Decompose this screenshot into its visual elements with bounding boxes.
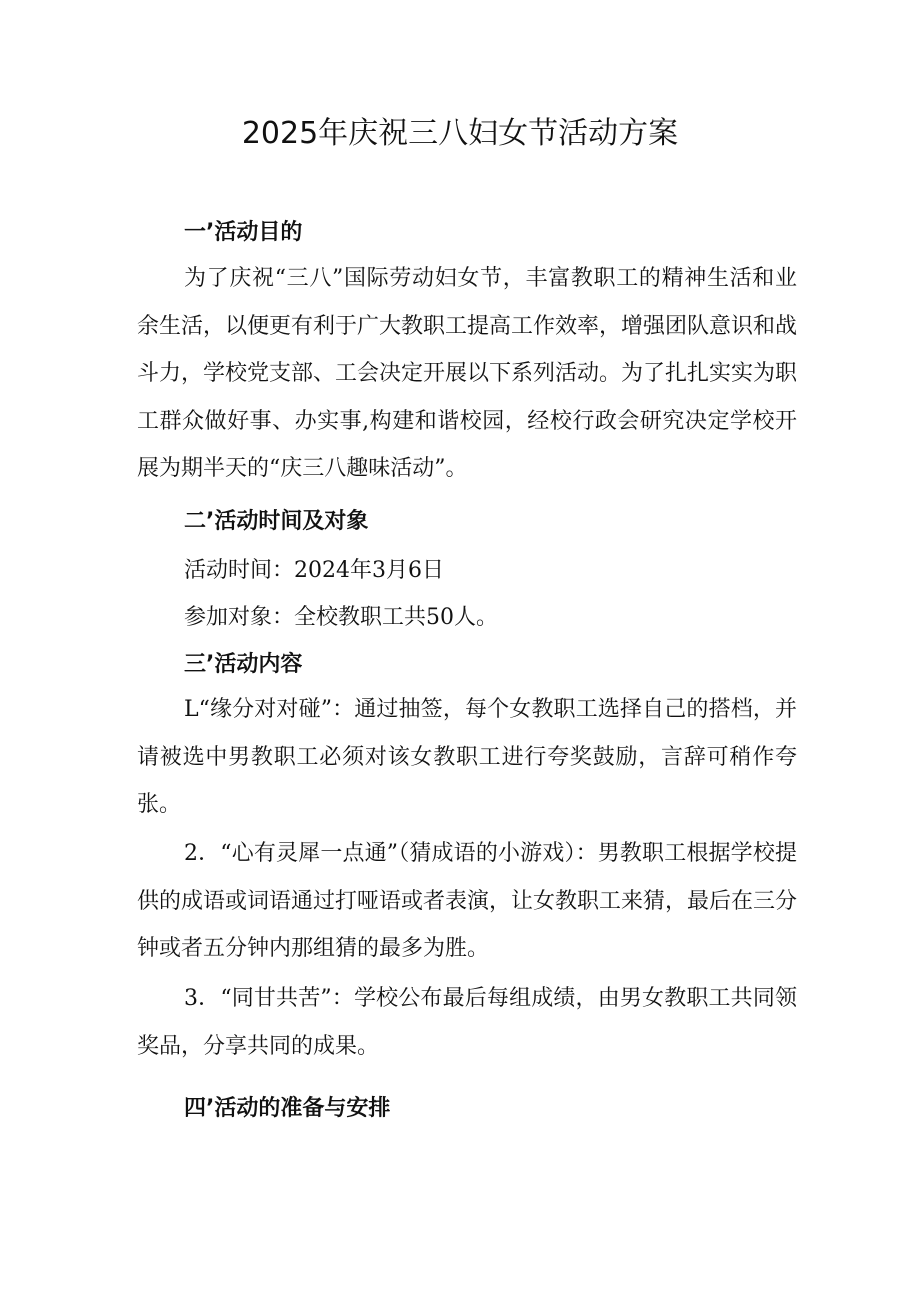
activity-item-3: 3．“同甘共苦”：学校公布最后每组成绩，由男女教职工共同领奖品，分享共同的成果。 <box>137 986 797 1059</box>
purpose-paragraph: 为了庆祝“三八”国际劳动妇女节，丰富教职工的精神生活和业余生活，以便更有利于广大教职工提高工作效率，增强团队意识和战斗力，学校党支部、工会决定开展以下系列活动。为了扎扎实实为职工群众做好事、办实事,构建和谐校园，经校行政会研究决定学校开展为期半天的“庆三八趣味活动”。 <box>137 266 798 481</box>
section-heading-preparation: 四’活动的准备与安排 <box>184 1096 391 1121</box>
section-heading-purpose: 一’活动目的 <box>184 220 303 245</box>
activity-time-line: 活动时间：2024年3月6日 <box>184 558 444 583</box>
document-title: 2025年庆祝三八妇女节活动方案 <box>241 116 679 151</box>
activity-item-2: 2．“心有灵犀一点通”（猜成语的小游戏）：男教职工根据学校提供的成语或词语通过打哑语或者表演，让女教职工来猜，最后在三分钟或者五分钟内那组猜的最多为胜。 <box>137 841 798 961</box>
section-heading-time-participants: 二’活动时间及对象 <box>184 509 369 534</box>
activity-item-1: L“缘分对对碰”：通过抽签，每个女教职工选择自己的搭档，并请被选中男教职工必须对该女教职工进行夸奖鼓励，言辞可稍作夸张。 <box>137 697 797 817</box>
participants-line: 参加对象：全校教职工共50人。 <box>184 605 498 630</box>
section-heading-content: 三’活动内容 <box>184 652 303 677</box>
